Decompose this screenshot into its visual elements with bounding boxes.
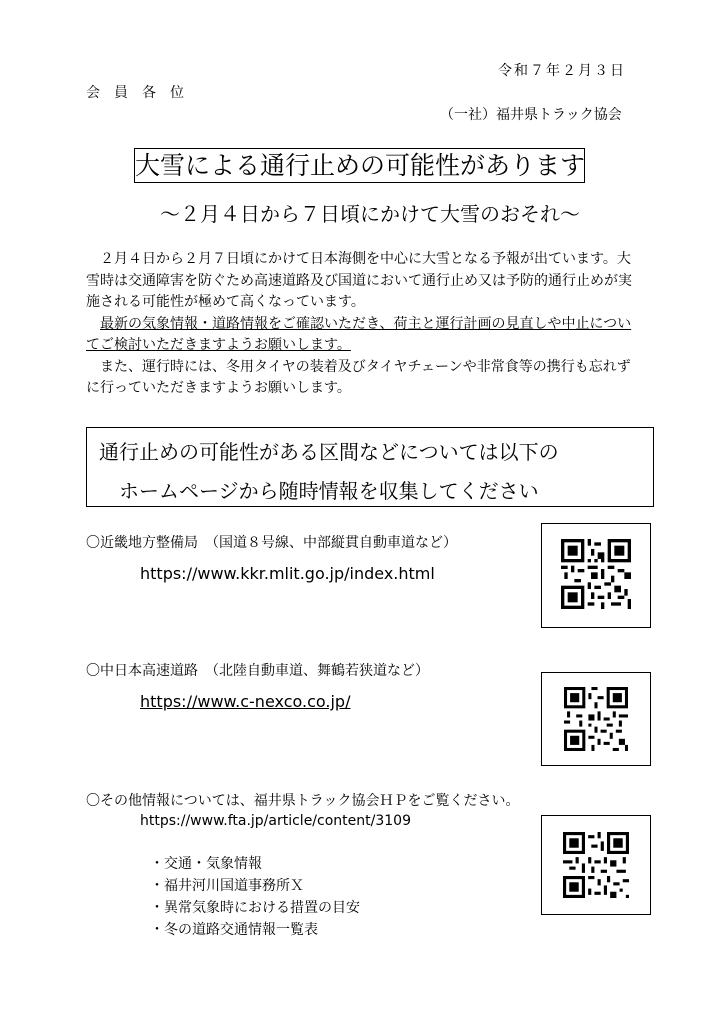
notice-line-2: ホームページから随時情報を収集してください [119, 479, 539, 503]
qr-code-icon [561, 539, 631, 609]
date: 令和７年２月３日 [498, 63, 626, 79]
page-title: 大雪による通行止めの可能性があります [134, 148, 585, 183]
qr-code-icon [564, 687, 628, 751]
qr-code-box-kinki [541, 523, 651, 628]
link-fta[interactable]: https://www.fta.jp/article/content/3109 [140, 813, 411, 829]
notice-line-1: 通行止めの可能性がある区間などについては以下の [99, 440, 559, 464]
section-heading-fta: 〇その他情報については、福井県トラック協会ＨＰをご覧ください。 [86, 793, 520, 809]
body-paragraph-3: また、運行時には、冬用タイヤの装着及びタイヤチェーンや非常食等の携行も忘れずに行っていただきますようお願いします。 [86, 358, 631, 396]
notice-box [86, 427, 654, 507]
addressee: 会員各位 [86, 85, 198, 101]
section-heading-nexco: 〇中日本高速道路 （北陸自動車道、舞鶴若狭道など） [86, 663, 429, 679]
qr-code-box-fta [541, 815, 651, 915]
section-heading-kinki: 〇近畿地方整備局 （国道８号線、中部縦貫自動車道など） [86, 535, 457, 551]
link-nexco[interactable]: https://www.c-nexco.co.jp/ [140, 692, 351, 711]
list-item: ・交通・気象情報 [150, 856, 262, 872]
subtitle: ～２月４日から７日頃にかけて大雪のおそれ～ [160, 202, 580, 226]
list-item: ・異常気象時における措置の目安 [150, 900, 360, 916]
sender: （一社）福井県トラック協会 [440, 107, 622, 123]
qr-code-icon [563, 832, 629, 898]
list-item: ・冬の道路交通情報一覧表 [150, 922, 318, 938]
body-paragraph-1: ２月４日から２月７日頃にかけて日本海側を中心に大雪となる予報が出ています。大雪時は交通障害を防ぐため高速道路及び国道において通行止め又は予防的通行止めが実施される可能性が極めて高くなっています。 [86, 251, 632, 310]
body-text [86, 249, 638, 400]
bullet-list [150, 853, 360, 941]
qr-code-box-nexco [541, 672, 651, 766]
list-item: ・福井河川国道事務所Ｘ [150, 878, 304, 894]
body-paragraph-2: 最新の気象情報・道路情報をご確認いただき、荷主と運行計画の見直しや中止についてご検討いただきますようお願いします。 [86, 315, 632, 353]
link-kinki[interactable]: https://www.kkr.mlit.go.jp/index.html [140, 564, 435, 583]
